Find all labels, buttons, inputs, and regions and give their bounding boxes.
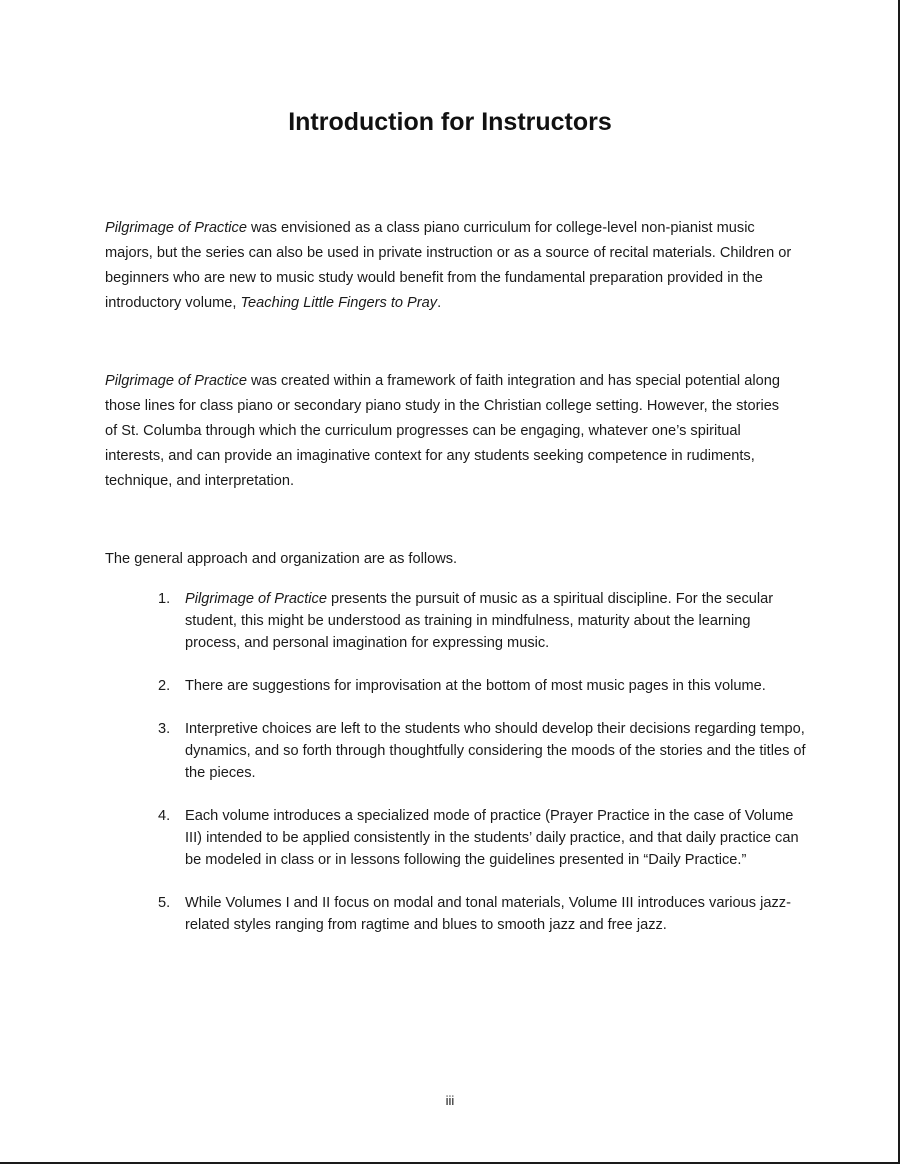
list-item: [158, 892, 808, 936]
volume-title-italic: Teaching Little Fingers to Pray: [240, 295, 438, 311]
list-item: [158, 718, 808, 784]
intro-paragraph-1: [105, 216, 795, 316]
page-title: Introduction for Instructors: [288, 108, 612, 136]
book-title-italic: Pilgrimage of Practice: [105, 220, 247, 236]
list-text: While Volumes I and II focus on modal and tonal materials, Volume III introduces various jazz-related styles ranging from ragtime and blues to smooth jazz and free jazz.: [185, 895, 791, 933]
page-number: iii: [445, 1093, 455, 1108]
paragraph-text: was envisioned as a class piano curriculum for college-level non-pianist music majors, but the series can also be used in private instruction or as a source of recital materials. Children or beginners who are new to music study would benefit from the fundamental preparation provided in the introductory volume,: [105, 220, 792, 311]
list-item: [158, 675, 808, 697]
intro-paragraph-3: The general approach and organization are as follows.: [105, 551, 458, 567]
list-number: 4.: [158, 808, 171, 824]
list-text: Interpretive choices are left to the students who should develop their decisions regarding tempo, dynamics, and so forth through thoughtfully considering the moods of the stories and the titles of the pieces.: [185, 721, 806, 781]
list-number: 2.: [158, 678, 171, 694]
paragraph-text: was created within a framework of faith integration and has special potential along those lines for class piano or secondary piano study in the Christian college setting. However, the stories of St. Columba through which the curriculum progresses can be engaging, whatever one’s spiritual interests, and can provide an imaginative context for any students seeking competence in rudiments, technique, and interpretation.: [105, 373, 780, 489]
paragraph-end: .: [437, 295, 442, 311]
list-text: There are suggestions for improvisation at the bottom of most music pages in this volume.: [185, 678, 766, 694]
list-number: 3.: [158, 721, 171, 737]
book-title-italic: Pilgrimage of Practice: [185, 591, 327, 607]
list-item: [158, 588, 808, 654]
list-number: 1.: [158, 591, 171, 607]
list-item: [158, 805, 808, 871]
book-title-italic: Pilgrimage of Practice: [105, 373, 247, 389]
list-number: 5.: [158, 895, 171, 911]
list-text: Each volume introduces a specialized mode of practice (Prayer Practice in the case of Volume III) intended to be applied consistently in the students’ daily practice, and that daily practice can be modeled in class or in lessons following the guidelines presented in “Daily Practice.”: [185, 808, 799, 868]
list-text: presents the pursuit of music as a spiritual discipline. For the secular student, this might be understood as training in mindfulness, maturity about the learning process, and personal imagination for expressing music.: [185, 591, 774, 651]
intro-paragraph-2: [105, 369, 795, 494]
approach-list: [158, 588, 808, 957]
